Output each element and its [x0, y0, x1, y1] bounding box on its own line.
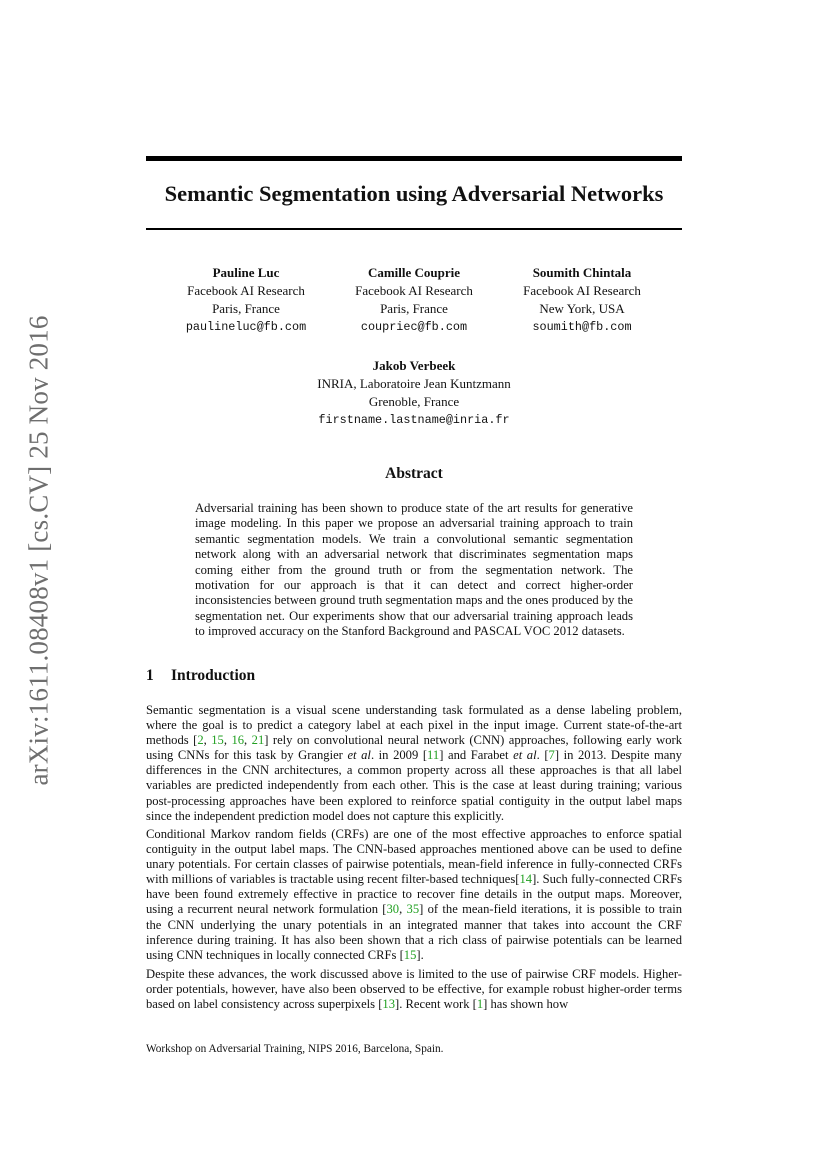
paper-title: Semantic Segmentation using Adversarial Networks: [164, 181, 664, 206]
text-run: ]. Such fully-connected CRFs have been found extremely effective in practice to recover fine details in the output maps. Moreover, using a recurrent neural network formulation [: [146, 872, 682, 917]
section-title: Introduction: [171, 667, 256, 684]
text-run: ,: [244, 733, 252, 748]
citation-link[interactable]: 35: [406, 902, 420, 917]
text-run: ].: [416, 947, 424, 962]
author-block: [146, 357, 682, 429]
text-run: ]. Recent work [: [395, 997, 477, 1012]
arxiv-id: arXiv:1611.08408v1 [cs.CV] 25 Nov 2016: [23, 314, 54, 786]
abstract-heading: Abstract: [385, 465, 443, 482]
citation-link[interactable]: 30: [386, 902, 400, 917]
text-run: . in 2009 [: [370, 748, 428, 763]
citation-link[interactable]: 7: [548, 748, 555, 763]
citation-link[interactable]: 14: [519, 872, 533, 887]
citation-link[interactable]: 2: [197, 733, 204, 748]
text-run: ] and Farabet: [439, 748, 514, 763]
author-name: Pauline Luc: [212, 265, 280, 280]
author-affiliation: Facebook AI Research: [355, 283, 473, 298]
citation-link[interactable]: 15: [403, 947, 417, 962]
title-rule-top: [146, 156, 682, 161]
text-run: et al: [347, 748, 371, 763]
text-run: . [: [536, 748, 549, 763]
author-location: Paris, France: [212, 301, 280, 316]
text-run: ] rely on convolutional neural network (CNN) approaches, following early work using CNNs for this task by Grangier: [146, 733, 682, 763]
intro-paragraph-2: [146, 827, 682, 963]
author-block: [345, 264, 483, 336]
text-run: ,: [399, 902, 407, 917]
citation-link[interactable]: 16: [231, 733, 245, 748]
author-affiliation: Facebook AI Research: [187, 283, 305, 298]
citation-link[interactable]: 13: [382, 997, 396, 1012]
text-run: ] of the mean-field iterations, it is possible to train the CNN underlying the unary potentials in an integrated manner that takes into account the CRF inference during training. It has also been shown that a rich class of pairwise potentials can be learned using CNN techniques in locally connected CRFs [: [146, 902, 682, 962]
intro-paragraph-1: [146, 703, 682, 824]
citation-link[interactable]: 11: [427, 748, 440, 763]
author-name: Soumith Chintala: [532, 265, 632, 280]
author-email[interactable]: firstname.lastname@inria.fr: [318, 413, 510, 427]
text-run: Conditional Markov random fields (CRFs) are one of the most effective approaches to enforce spatial contiguity in the output label maps. The CNN-based approaches mentioned above can be used to define unary potentials. For certain classes of pairwise potentials, mean-field inference in fully-connected CRFs with millions of variables is tractable using recent filter-based techniques[: [146, 827, 682, 887]
section-number: 1: [146, 667, 154, 684]
author-name: Camille Couprie: [367, 265, 461, 280]
author-row: [146, 264, 682, 336]
text-run: ] has shown how: [483, 997, 569, 1012]
text-run: et al: [513, 748, 537, 763]
author-location: New York, USA: [539, 301, 625, 316]
author-email[interactable]: soumith@fb.com: [532, 320, 632, 334]
citation-link[interactable]: 1: [476, 997, 484, 1012]
arxiv-sidebar: [22, 300, 56, 800]
text-run: Semantic segmentation is a visual scene understanding task formulated as a dense labeling problem, where the goal is to predict a category label at each pixel in the input image. Current state-of-the-art methods [: [146, 703, 682, 748]
author-block: [483, 264, 681, 336]
author-affiliation: Facebook AI Research: [523, 283, 641, 298]
text-run: ,: [223, 733, 232, 748]
section-heading: [146, 667, 255, 685]
title-rule-bottom: [146, 228, 682, 230]
citation-link[interactable]: 21: [251, 733, 265, 748]
author-block: [147, 264, 345, 336]
footnote-venue: Workshop on Adversarial Training, NIPS 2016, Barcelona, Spain.: [146, 1043, 444, 1055]
author-email[interactable]: coupriec@fb.com: [360, 320, 468, 334]
author-affiliation: INRIA, Laboratoire Jean Kuntzmann: [317, 376, 511, 391]
text-run: ] in 2013. Despite many differences in the CNN architectures, a common property across all these approaches is that all label variables are predicted independently from each other. This is the case at least during training; various post-processing approaches have been explored to reinforce spatial contiguity in the output label maps since the independent prediction model does not capture this explicitly.: [146, 748, 682, 823]
author-location: Paris, France: [380, 301, 448, 316]
text-run: Despite these advances, the work discussed above is limited to the use of pairwise CRF models. Higher-order potentials, however, have also been observed to be effective, for example robust higher-order terms based on label consistency across superpixels [: [146, 967, 682, 1012]
citation-link[interactable]: 15: [211, 733, 224, 748]
author-location: Grenoble, France: [368, 394, 460, 409]
text-run: ,: [203, 733, 212, 748]
author-email[interactable]: paulineluc@fb.com: [185, 320, 307, 334]
intro-paragraph-3: [146, 967, 682, 1012]
abstract-text: Adversarial training has been shown to produce state of the art results for generative image modeling. In this paper we propose an adversarial training approach to train semantic segmentation models. We train a convolutional semantic segmentation network along with an adversarial network that discriminates segmentation maps coming either from the ground truth or from the segmentation network. The motivation for our approach is that it can detect and correct higher-order inconsistencies between ground truth segmentation maps and the ones produced by the segmentation net. Our experiments show that our adversarial training approach leads to improved accuracy on the Stanford Background and PASCAL VOC 2012 datasets.: [195, 501, 633, 639]
author-name: Jakob Verbeek: [372, 358, 456, 373]
